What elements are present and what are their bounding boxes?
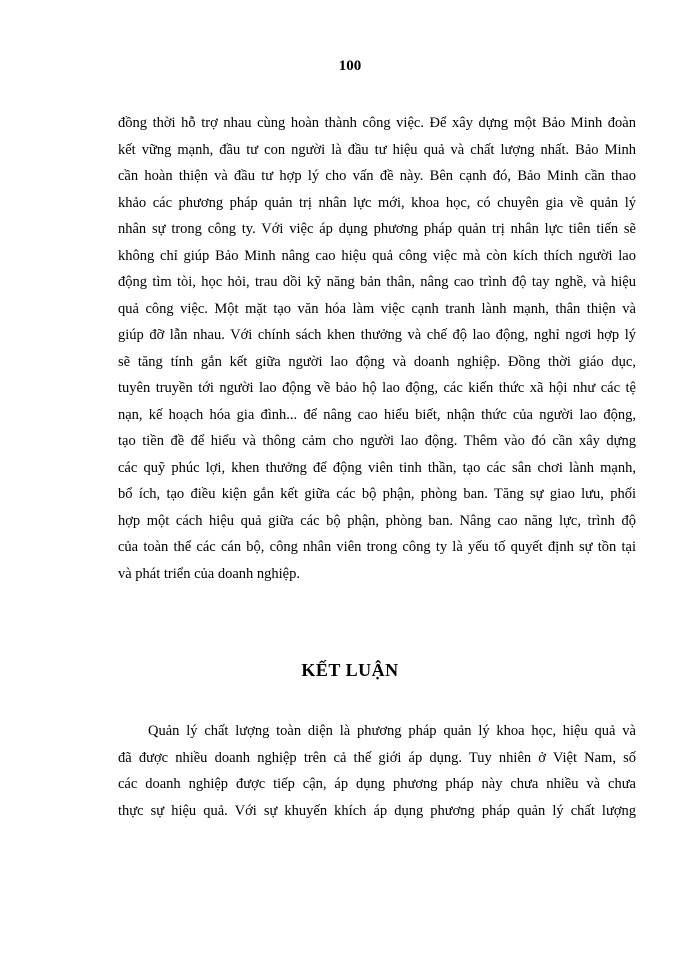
- body-line: cần hoàn thiện và đầu tư hợp lý cho vấn đề này. Bên cạnh đó, Bảo Minh cần thao: [118, 168, 636, 184]
- body-line: sẽ tăng tính gắn kết giữa người lao động và doanh nghiệp. Đồng thời giáo dục,: [118, 353, 636, 370]
- conclusion-line: Quản lý chất lượng toàn diện là phương pháp quản lý khoa học, hiệu quả và: [148, 723, 636, 739]
- body-line: và phát triển của doanh nghiệp.: [118, 565, 300, 582]
- body-line: nhân sự trong công ty. Với việc áp dụng phương pháp quản trị nhân lực tiên tiến sẽ: [118, 221, 636, 237]
- body-line: của toàn thể các cán bộ, công nhân viên trong công ty là yếu tố quyết định sự tồn tại: [118, 539, 636, 555]
- body-line: tạo tiền đề để hiểu và thông cảm cho người lao động. Thêm vào đó cần xây dựng: [118, 433, 636, 449]
- body-line: giúp đỡ lẫn nhau. Với chính sách khen thưởng và chế độ lao động, nghỉ ngơi hợp lý: [118, 327, 636, 343]
- conclusion-heading: KẾT LUẬN: [301, 660, 399, 680]
- conclusion-line: các doanh nghiệp được tiếp cận, áp dụng phương pháp này chưa nhiều và chưa: [118, 776, 636, 792]
- body-line: nạn, kế hoạch hóa gia đình... để nâng cao hiểu biết, nhận thức của người lao động,: [118, 406, 636, 423]
- body-line: đồng thời hỗ trợ nhau cùng hoàn thành công việc. Để xây dựng một Bảo Minh đoàn: [118, 115, 636, 131]
- body-line: không chỉ giúp Bảo Minh nâng cao hiệu quả công việc mà còn kích thích người lao: [118, 247, 636, 264]
- body-line: các quỹ phúc lợi, khen thưởng để động viên tinh thần, tạo các sân chơi lành mạnh,: [118, 459, 636, 476]
- body-paragraph: [118, 110, 636, 587]
- conclusion-paragraph: [118, 718, 636, 824]
- body-line: tuyên truyền tới người lao động về bảo hộ lao động, các kiến thức xã hội như các tệ: [118, 380, 636, 396]
- page-number: 100: [338, 58, 362, 74]
- conclusion-line: thực sự hiệu quả. Với sự khuyến khích áp dụng phương pháp quản lý chất lượng: [118, 802, 636, 819]
- body-line: động tìm tòi, học hỏi, trau dồi kỹ năng bản thân, nâng cao trình độ tay nghề, và hiệu: [118, 274, 636, 290]
- conclusion-line: đã được nhiều doanh nghiệp trên cả thế giới áp dụng. Tuy nhiên ở Việt Nam, số: [118, 749, 636, 766]
- body-line: khảo các phương pháp quản trị nhân lực mới, khoa học, có chuyên gia về quản lý: [118, 194, 636, 211]
- body-line: bổ ích, tạo điều kiện gắn kết giữa các bộ phận, phòng ban. Tăng sự giao lưu, phối: [118, 486, 636, 502]
- body-line: quả công việc. Một mặt tạo văn hóa làm việc cạnh tranh lành mạnh, thân thiện và: [118, 300, 636, 317]
- body-line: hợp một cách hiệu quả giữa các bộ phận, phòng ban. Nâng cao năng lực, trình độ: [118, 512, 636, 529]
- body-line: kết vững mạnh, đầu tư con người là đầu tư hiệu quả và chất lượng nhất. Bảo Minh: [118, 141, 636, 158]
